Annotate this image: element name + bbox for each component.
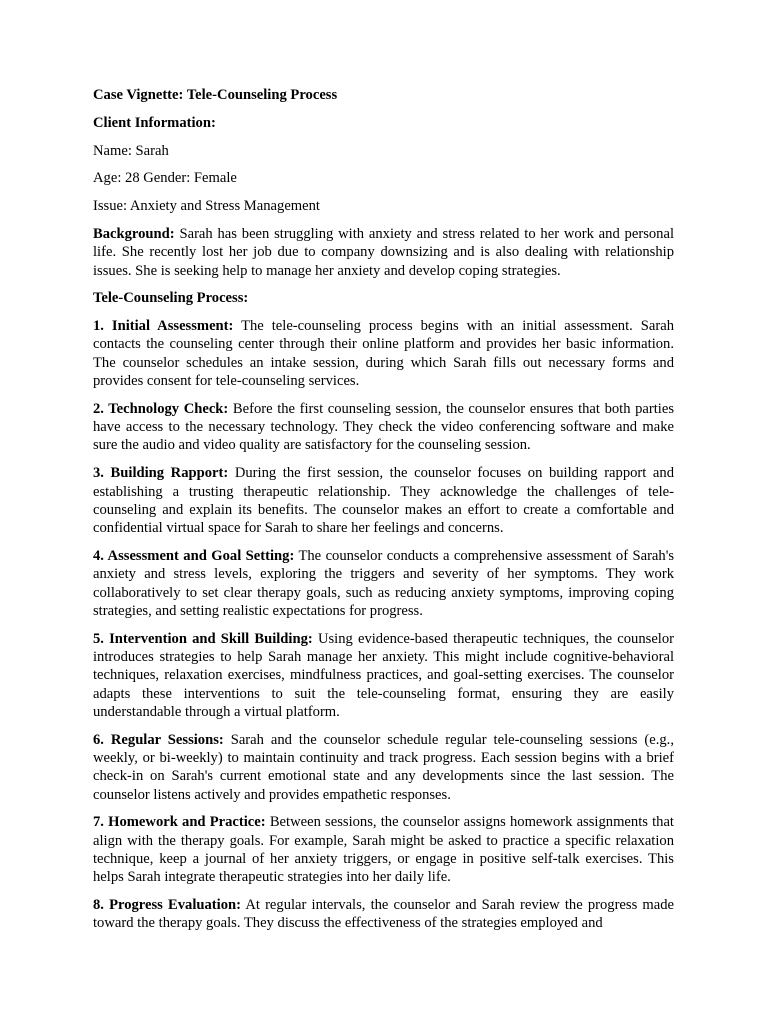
process-heading: Tele-Counseling Process: (93, 290, 249, 307)
background-text: Sarah has been struggling with anxiety and stress related to her work and personal life. She recently lost her job due to company downsizing and is also dealing with relationship issues. She is seeking help to manage her anxiety and develop coping strategies. (93, 225, 674, 279)
client-information-heading: Client Information: (93, 114, 216, 131)
step-text: Before the first counseling session, the counselor ensures that both parties have access to the necessary technology. They check the video conferencing software and make sure the audio and video quality are satisfactory for the counseling session. (93, 400, 675, 454)
step-text: At regular intervals, the counselor and Sarah review the progress made toward the therapy goals. They discuss the effectiveness of the strategies employed and (93, 896, 675, 932)
step-paragraph-2 (93, 400, 674, 455)
step-text: The counselor conducts a comprehensive assessment of Sarah's anxiety and stress levels, exploring the triggers and severity of her symptoms. They work collaboratively to set clear therapy goals, such as reducing anxiety symptoms, improving coping strategies, and setting realistic expectations for progress. (93, 547, 675, 619)
step-label: 3. Building Rapport: (93, 465, 229, 482)
step-label: 1. Initial Assessment: (93, 318, 234, 335)
step-text: Using evidence-based therapeutic techniques, the counselor introduces strategies to help Sarah manage her anxiety. This might include cognitive-behavioral techniques, relaxation exercises, mindfulness practices, and goal-setting exercises. The counselor adapts these interventions to suit the tele-counseling format, ensuring they are easily understandable through a virtual platform. (93, 630, 675, 720)
step-text: Sarah and the counselor schedule regular tele-counseling sessions (e.g., weekly, or bi-weekly) to maintain continuity and track progress. Each session begins with a brief check-in on Sarah's current emotional state and any developments since the last session. The counselor listens actively and provides empathetic responses. (93, 731, 674, 803)
step-paragraph-7 (93, 813, 674, 886)
client-name: Name: Sarah (93, 142, 169, 159)
step-label: 4. Assessment and Goal Setting: (93, 547, 295, 564)
background-label: Background: (93, 225, 175, 242)
step-paragraph-1 (93, 317, 674, 390)
background-paragraph (93, 225, 674, 280)
client-age-gender: Age: 28 Gender: Female (93, 170, 237, 187)
step-paragraph-6 (93, 731, 674, 804)
step-text: Between sessions, the counselor assigns homework assignments that align with the therapy goals. For example, Sarah might be asked to practice a specific relaxation technique, keep a journal of her anxiety triggers, or engage in positive self-talk exercises. This helps Sarah integrate therapeutic strategies into her daily life. (93, 814, 674, 886)
client-issue: Issue: Anxiety and Stress Management (93, 198, 320, 215)
document-page (93, 86, 674, 942)
step-text: During the first session, the counselor focuses on building rapport and establishing a trusting therapeutic relationship. They acknowledge the challenges of tele-counseling and explain its benefits. The counselor makes an effort to create a comfortable and confidential virtual space for Sarah to share her feelings and concerns. (93, 465, 674, 537)
step-paragraph-3 (93, 464, 674, 537)
step-label: 2. Technology Check: (93, 400, 229, 417)
step-label: 6. Regular Sessions: (93, 731, 224, 748)
step-paragraph-4 (93, 547, 674, 620)
step-paragraph-5 (93, 630, 674, 721)
step-label: 5. Intervention and Skill Building: (93, 630, 313, 647)
step-label: 7. Homework and Practice: (93, 814, 266, 831)
step-paragraph-8 (93, 896, 674, 933)
step-label: 8. Progress Evaluation: (93, 896, 241, 913)
document-title: Case Vignette: Tele-Counseling Process (93, 87, 338, 103)
step-text: The tele-counseling process begins with an initial assessment. Sarah contacts the counseling center through their online platform and provides her basic information. The counselor schedules an intake session, during which Sarah fills out necessary forms and provides consent for tele-counseling services. (93, 318, 674, 390)
